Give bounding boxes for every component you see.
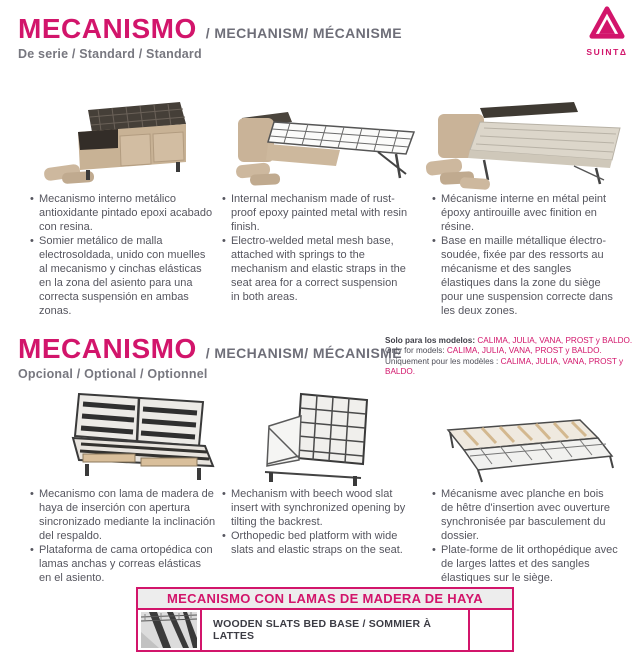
list-item: • Mécanisme avec planche en bois de hêtre d'insertion avec ouverture synchronisée par basculement du dossier. [432, 487, 618, 543]
variant-label-standard: De serie / Standard / Standard [18, 47, 202, 62]
list-item: • Somier metálico de malla electrosoldada, unido con muelles al mecanismo y cinchas elásticas en la zona del asiento para una correcta suspensión en ambas zonas. [30, 234, 216, 318]
feature-list-optional-en [222, 487, 408, 557]
feature-list-standard-en [222, 192, 408, 304]
brand-name: SUINTΔ [586, 47, 628, 57]
list-item: • Orthopedic bed platform with wide slats and elastic straps on the seat. [222, 529, 408, 557]
footer-box-title: MECANISMO CON LAMAS DE MADERA DE HAYA [138, 589, 512, 610]
sofa-half-open-photo [228, 88, 423, 193]
list-item: • Plataforma de cama ortopédica con lamas anchas y correas elásticas en el asiento. [30, 543, 216, 585]
page-title-suffix: / MECHANISM/ MÉCANISME [205, 25, 402, 41]
list-item: • Internal mechanism made of rust-proof epoxy painted metal with resin finish. [222, 192, 408, 234]
variant-label-optional: Opcional / Optional / Optionnel [18, 367, 208, 382]
footer-box-body [138, 610, 512, 650]
list-item: • Mechanism with beech wood slat insert with synchronized opening by tilting the backrest. [222, 487, 408, 529]
models-note [385, 336, 637, 377]
frame-slats-closed-photo [55, 388, 225, 490]
header-standard [18, 14, 402, 61]
page-title: MECANISMO [18, 13, 197, 44]
feature-list-standard-fr [432, 192, 618, 318]
list-item: • Electro-welded metal mesh base, attached with springs to the mechanism and elastic straps in the seat area for a correct suspension in both areas. [222, 234, 408, 304]
triangle-logo-icon [586, 5, 628, 41]
models-note-line-es: Solo para los modelos: CALIMA, JULIA, VANA, PROST y BALDO. [385, 336, 633, 345]
page-title-optional: MECANISMO [18, 333, 197, 364]
frame-slats-folded-photo [255, 386, 380, 490]
list-item: • Mecanismo interno metálico antioxidante pintado epoxi acabado con resina. [30, 192, 216, 234]
footer-empty-cell [470, 610, 512, 650]
list-item: • Plate-forme de lit orthopédique avec de larges lattes et des sangles élastiques sur le siège. [432, 543, 618, 585]
frame-slats-extended-photo [420, 396, 635, 490]
wooden-slats-photo [141, 612, 197, 648]
wooden-slats-photo-cell [138, 610, 202, 650]
feature-list-standard-es [30, 192, 216, 318]
footer-box [136, 587, 514, 652]
models-note-line-en: Only for models: CALIMA, JULIA, VANA, PROST y BALDO. [385, 346, 602, 356]
page-title-optional-suffix: / MECHANISM/ MÉCANISME [205, 345, 402, 361]
models-note-line-fr: Uniquement pour les modèles : CALIMA, JULIA, VANA, PROST y BALDO. [385, 356, 624, 376]
sofa-closed-photo [28, 88, 198, 193]
feature-list-optional-es [30, 487, 216, 585]
header-optional [18, 334, 402, 381]
feature-list-optional-fr [432, 487, 618, 585]
list-item: • Mécanisme interne en métal peint époxy antirouille avec finition en résine. [432, 192, 618, 234]
brand-logo [580, 5, 634, 57]
list-item: • Base en maille métallique électro-soudée, fixée par des ressorts au mécanisme et des sangles élastiques dans la zone du siège pour une suspension correcte dans les deux zones. [432, 234, 618, 318]
footer-caption: WOODEN SLATS BED BASE / SOMMIER À LATTES [202, 610, 470, 650]
list-item: • Mecanismo con lama de madera de haya de inserción con apertura sincronizado mediante la inclinación del respaldo. [30, 487, 216, 543]
sofa-open-photo [424, 88, 636, 193]
